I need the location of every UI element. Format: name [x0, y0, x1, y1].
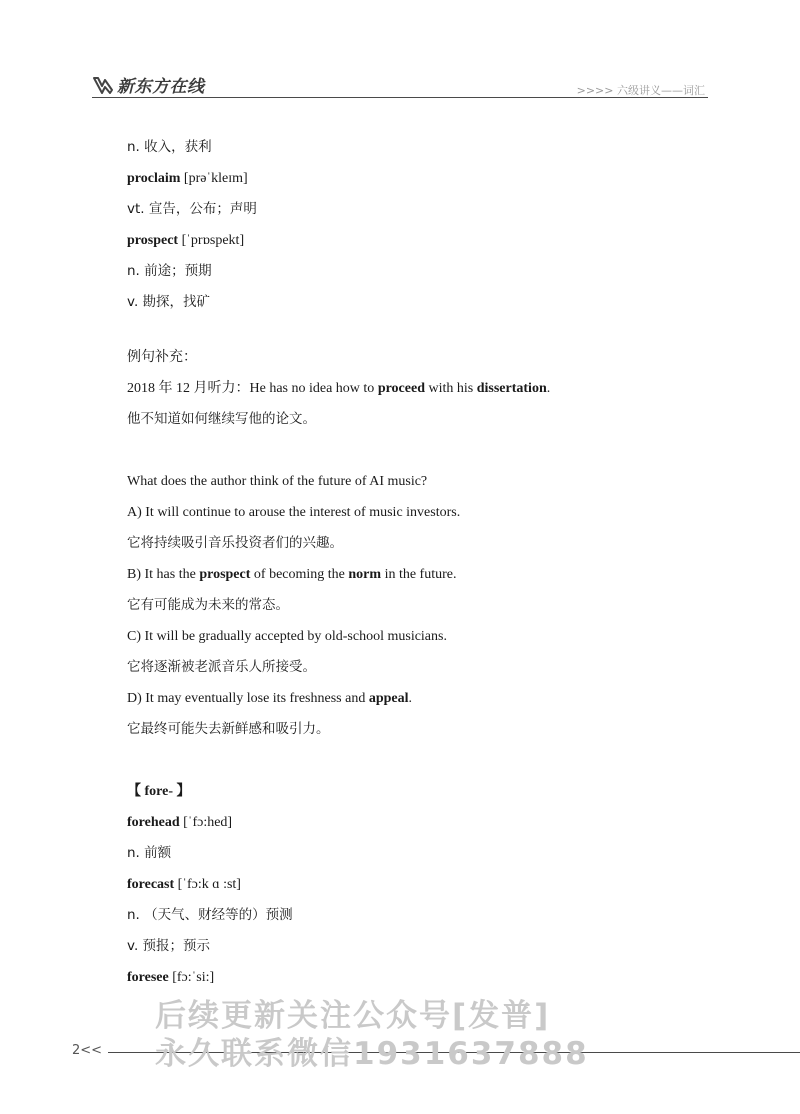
definition-line: n. 收入，获利 [127, 139, 212, 155]
word-entry [127, 869, 687, 900]
option-d: D) It may eventually lose its freshness and appeal. [127, 691, 413, 706]
definition-line: n. 前额 [127, 845, 172, 861]
definition-line: v. 勘探，找矿 [127, 294, 211, 310]
header-section-label: >>>> 六级讲义——词汇 [576, 84, 705, 97]
prefix-section-title: 【 fore- 】 [127, 784, 191, 799]
phonetic: [ˈfɔ:hed] [179, 815, 233, 830]
watermark [155, 997, 589, 1073]
phonetic: [fɔ:ˈsi:] [168, 970, 215, 985]
headword: prospect [127, 233, 179, 248]
word-entry [127, 163, 687, 194]
word-entry [127, 225, 687, 256]
option-c: C) It will be gradually accepted by old-school musicians. [127, 629, 447, 644]
page-number: 2<< [72, 1043, 106, 1058]
example-sentence: 2018 年 12 月听力：He has no idea how to proceed with his dissertation. [127, 381, 551, 396]
watermark-line-2: 永久联系微信1931637888 [155, 1036, 589, 1072]
phonetic: [prəˈkleɪm] [180, 171, 248, 186]
option-b: B) It has the prospect of becoming the norm in the future. [127, 567, 457, 582]
definition-line: v. 预报；预示 [127, 938, 211, 954]
header-divider [92, 97, 708, 98]
phonetic: [ˈprɒspekt] [178, 233, 245, 248]
example-section-title: 例句补充： [127, 349, 197, 365]
header-logo [92, 72, 205, 97]
headword: proclaim [127, 171, 181, 186]
phonetic: [ˈfɔ:k ɑ :st] [174, 877, 241, 892]
logo-icon [92, 74, 114, 96]
watermark-line-1: 后续更新关注公众号[发普] [155, 998, 551, 1034]
page-content [127, 132, 687, 993]
definition-line: vt. 宣告，公布；声明 [127, 201, 257, 217]
option-a-translation: 它将持续吸引音乐投资者们的兴趣。 [127, 535, 343, 551]
definition-line: n. （天气、财经等的）预测 [127, 907, 293, 923]
definition-line: n. 前途；预期 [127, 263, 212, 279]
headword: forecast [127, 877, 175, 892]
option-a: A) It will continue to arouse the interest of music investors. [127, 505, 461, 520]
word-entry [127, 807, 687, 838]
example-translation: 他不知道如何继续写他的论文。 [127, 411, 316, 427]
question: What does the author think of the future of AI music? [127, 474, 428, 489]
option-d-translation: 它最终可能失去新鲜感和吸引力。 [127, 721, 330, 737]
option-b-translation: 它有可能成为未来的常态。 [127, 597, 289, 613]
headword: foresee [127, 970, 169, 985]
word-entry [127, 962, 687, 993]
option-c-translation: 它将逐渐被老派音乐人所接受。 [127, 659, 316, 675]
logo-text: 新东方在线 [117, 77, 205, 97]
headword: forehead [127, 815, 180, 830]
